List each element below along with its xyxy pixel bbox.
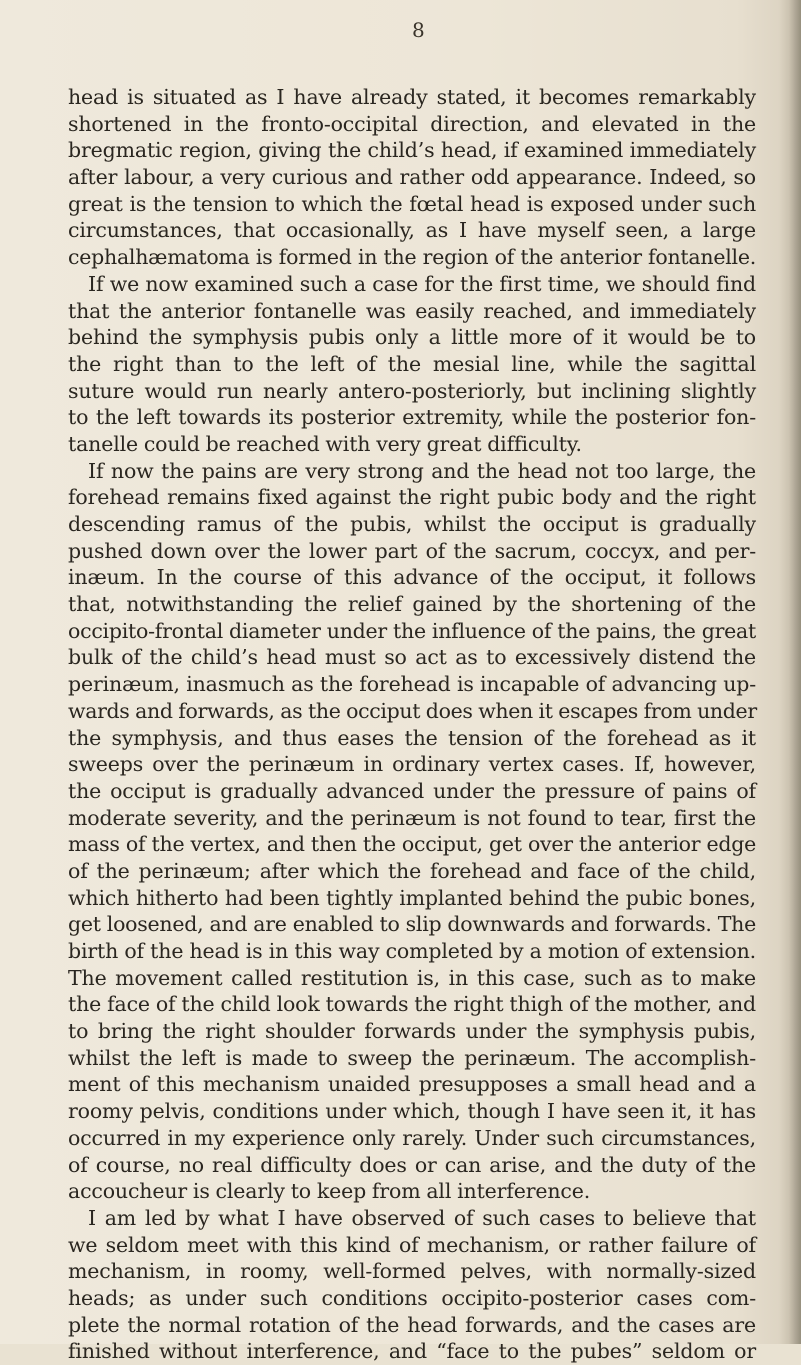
text-line: to the left towards its posterior extremity, while the posterior fon- <box>68 405 756 430</box>
text-line: roomy pelvis, conditions under which, though I have seen it, it has <box>68 1099 756 1124</box>
text-line: occipito-frontal diameter under the influence of the pains, the great <box>68 618 756 643</box>
page-number: 8 <box>412 18 425 42</box>
text-line: bulk of the child’s head must so act as to excessively distend the <box>68 645 756 670</box>
text-line: inæum. In the course of this advance of the occiput, it follows <box>68 565 756 590</box>
text-line: finished without interference, and “face to the pubes” seldom or <box>68 1339 756 1364</box>
text-line: the right than to the left of the mesial line, while the sagittal <box>68 351 756 376</box>
text-line: bregmatic region, giving the child’s head, if examined immediately <box>68 138 756 163</box>
text-line: great is the tension to which the fœtal head is exposed under such <box>68 191 756 216</box>
text-line: descending ramus of the pubis, whilst the occiput is gradually <box>68 512 756 536</box>
text-line: of course, no real difficulty does or can arise, and the duty of the <box>68 1152 756 1177</box>
page-edge-shadow <box>779 0 801 1344</box>
text-line: the symphysis, and thus eases the tension of the forehead as it <box>68 725 756 750</box>
text-line: the face of the child look towards the right thigh of the mother, and <box>68 992 756 1017</box>
text-line: behind the symphysis pubis only a little more of it would be to <box>68 325 756 350</box>
text-line: which hitherto had been tightly implanted behind the pubic bones, <box>68 885 756 910</box>
text-line: that the anterior fontanelle was easily reached, and immediately <box>68 298 756 323</box>
text-line: accoucheur is clearly to keep from all interference. <box>68 1179 591 1204</box>
text-line: mechanism, in roomy, well-formed pelves, with normally-sized <box>68 1259 756 1284</box>
text-line: If now the pains are very strong and the head not too large, the <box>88 458 756 483</box>
text-line: head is situated as I have already stated, it becomes remarkably <box>68 85 756 109</box>
text-line: sweeps over the perinæum in ordinary vertex cases. If, however, <box>68 752 756 777</box>
text-line: forehead remains fixed against the right pubic body and the right <box>68 485 756 510</box>
text-line: get loosened, and are enabled to slip downwards and forwards. The <box>68 912 756 937</box>
text-line: ment of this mechanism unaided presupposes a small head and a <box>68 1072 756 1097</box>
text-line: birth of the head is in this way completed by a motion of extension. <box>68 939 756 963</box>
text-line: of the perinæum; after which the forehead and face of the child, <box>68 858 756 883</box>
text-line: after labour, a very curious and rather odd appearance. Indeed, so <box>68 165 756 190</box>
text-line: perinæum, inasmuch as the forehead is incapable of advancing up- <box>68 672 756 697</box>
text-line: pushed down over the lower part of the sacrum, coccyx, and per- <box>68 538 756 563</box>
text-line: moderate severity, and the perinæum is not found to tear, first the <box>68 805 756 830</box>
text-line: mass of the vertex, and then the occiput, get over the anterior edge <box>68 832 756 857</box>
text-line: the occiput is gradually advanced under the pressure of pains of <box>68 778 756 803</box>
text-line: plete the normal rotation of the head forwards, and the cases are <box>68 1312 756 1337</box>
text-line: If we now examined such a case for the first time, we should find <box>88 271 756 296</box>
text-line: whilst the left is made to sweep the perinæum. The accomplish- <box>68 1045 756 1070</box>
text-line: circumstances, that occasionally, as I have myself seen, a large <box>68 218 756 243</box>
text-line: wards and forwards, as the occiput does when it escapes from under <box>68 698 757 723</box>
text-line: that, notwithstanding the relief gained by the shortening of the <box>68 592 756 617</box>
text-line: we seldom meet with this kind of mechanism, or rather failure of <box>68 1232 756 1257</box>
text-line: occurred in my experience only rarely. Under such circumstances, <box>68 1125 756 1150</box>
body-text <box>68 84 756 1365</box>
text-line: suture would run nearly antero-posteriorly, but inclining slightly <box>68 378 756 403</box>
text-line: tanelle could be reached with very great difficulty. <box>68 431 582 456</box>
text-line: to bring the right shoulder forwards under the symphysis pubis, <box>68 1019 756 1044</box>
text-line: The movement called restitution is, in this case, such as to make <box>68 965 756 990</box>
text-line: shortened in the fronto-occipital direction, and elevated in the <box>68 111 756 136</box>
text-line: heads; as under such conditions occipito-posterior cases com- <box>68 1285 756 1310</box>
text-line: cephalhæmatoma is formed in the region of the anterior fontanelle. <box>68 245 756 270</box>
text-line: I am led by what I have observed of such cases to believe that <box>88 1205 756 1230</box>
